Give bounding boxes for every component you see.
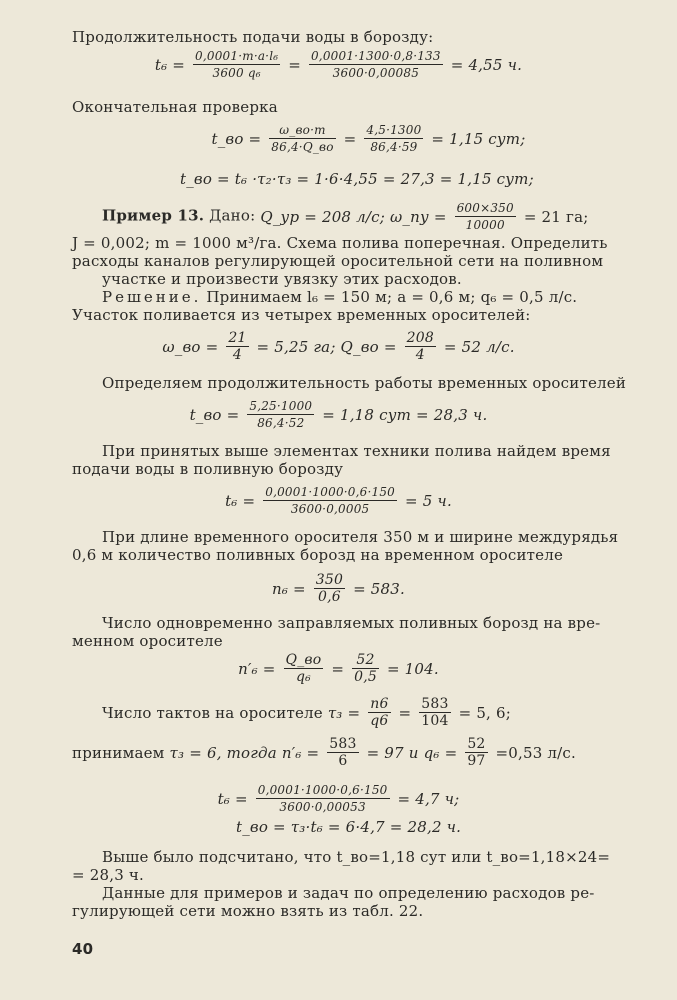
text-line: При длине временного оросителя 350 м и ширине междурядья [102,528,619,546]
text-line: = 28,3 ч. [72,866,144,884]
formula-tvo-2: t_во = $\frac{5,25\cdot 1000}{86,4\cdot 52}$ = 1,18 сут = 28,3 ч. [189,399,488,430]
text-line: участке и произвести увязку этих расходов. [102,270,462,288]
text-line: J = 0,002; m = 1000 м³/га. Схема полива поперечная. Определить [72,234,608,252]
solution-line: Решение. Принимаем l₆ = 150 м; a = 0,6 м; q₆ = 0,5 л/с. [102,288,578,306]
text-line: Окончательная проверка [72,98,278,116]
text-line: Участок поливается из четырех временных оросителей: [72,306,531,324]
text-line: расходы каналов регулирующей оросительной сети на поливном [72,252,604,270]
formula-omega: ω_во = $\frac{21}{4}$ = 5,25 га; Q_во = $\frac{208}{4}$ = 52 л/с. [162,330,515,363]
example-line: Пример 13. Дано: Q_ур = 208 л/с; ω_пу = $\frac{600\times 350}{10000}$ = 21 га; [102,201,589,232]
accept-line: принимаем τ₃ = 6, тогда n′₆ = $\frac{583}{6}$ = 97 и q₆ = $\frac{52}{97}$ =0,53 л/с. [72,736,576,769]
text-line: 0,6 м количество поливных борозд на временном оросителе [72,546,564,564]
text-line: Определяем продолжительность работы временных оросителей [102,374,627,392]
formula-t6-2: t₆ = $\frac{0,0001\cdot 1000\cdot 0,6\cdot 150}{3600\cdot 0,0005}$ = 5 ч. [225,485,452,516]
formula-t6: t₆ = $\frac{\text{0,0001·m·a·l₆}}{\text{3600 q₆}}$ = $\frac{0,0001\cdot 1300\cdot 0,8\cdot 133}{3600\cdot 0,00085}$ = 4,55 ч. [154,49,523,80]
text-line: Данные для примеров и задач по определению расходов ре- [102,884,595,902]
formula-tvo-3: t_во = τ₃·t₆ = 6·4,7 = 28,2 ч. [236,818,462,836]
text-line: Продолжительность подачи воды в борозду: [72,28,434,46]
formula-n6: n₆ = $\frac{350}{0,6}$ = 583. [271,572,405,605]
tact-line: Число тактов на оросителе τ₃ = $\frac{n6}{q6}$ = $\frac{583}{104}$ = 5, 6; [102,696,511,729]
text-line: гулирующей сети можно взять из табл. 22. [72,902,424,920]
text-line: При принятых выше элементах техники полива найдем время [102,442,611,460]
text-line: подачи воды в поливную борозду [72,460,344,478]
text-line: Число одновременно заправляемых поливных борозд на вре- [102,614,601,632]
text-line: менном оросителе [72,632,223,650]
page-number: 40 [72,940,94,958]
formula-tvo-check: t_во = t₆ ·τ₂·τ₃ = 1·6·4,55 = 27,3 = 1,15 сут; [180,170,534,188]
formula-tvo: t_во = $\frac{\omega\_во\cdot m}{86,4\cdot Q\_во}$ = $\frac{4,5\cdot 1300}{86,4\cdot 59}$ = 1,15 сут; [211,123,526,154]
text-line: Выше было подсчитано, что t_во=1,18 сут или t_во=1,18×24= [102,848,611,866]
formula-n6-prime: n′₆ = $\frac{Q\_во}{\text{q₆}}$ = $\frac{52}{0,5}$ = 104. [238,652,439,685]
formula-t6-3: t₆ = $\frac{0,0001\cdot 1000\cdot 0,6\cdot 150}{3600\cdot 0,00053}$ = 4,7 ч; [217,783,460,814]
